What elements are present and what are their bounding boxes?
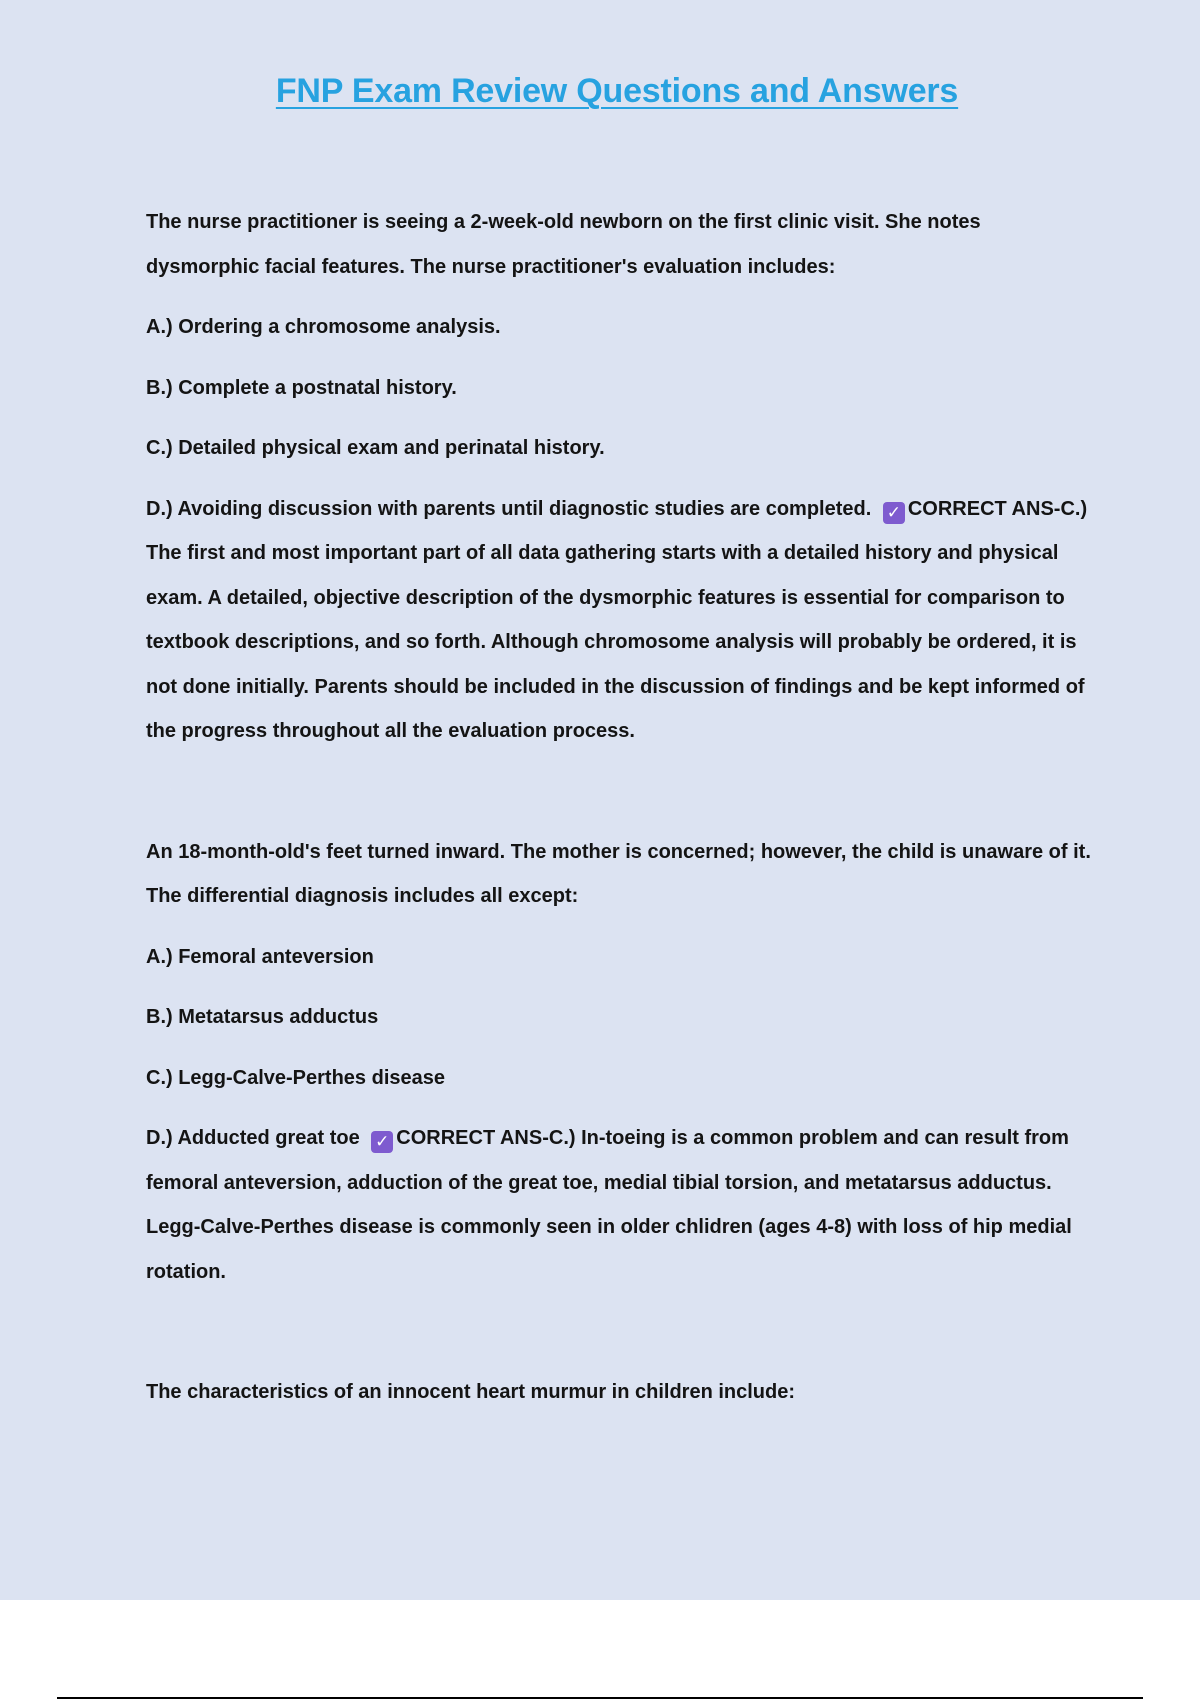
footer-divider xyxy=(57,1697,1143,1699)
question-stem: The characteristics of an innocent heart murmur in children include: xyxy=(146,1381,796,1403)
question-block-2 xyxy=(146,830,1096,1295)
check-box-icon: ✓ xyxy=(883,502,905,524)
option-d: D.) Avoiding discussion with parents until diagnostic studies are completed. xyxy=(146,497,872,520)
option-b: B.) Complete a postnatal history. xyxy=(146,376,457,399)
question-block-1 xyxy=(146,200,1096,754)
question-stem: The nurse practitioner is seeing a 2-week-old newborn on the first clinic visit. She notes dysmorphic facial features. The nurse practitioner's evaluation includes: xyxy=(146,211,981,278)
option-c: C.) Legg-Calve-Perthes disease xyxy=(146,1066,445,1089)
option-a: A.) Femoral anteversion xyxy=(146,945,374,968)
question-block-3 xyxy=(146,1370,1096,1415)
option-d: D.) Adducted great toe xyxy=(146,1127,360,1149)
page-title: FNP Exam Review Questions and Answers xyxy=(275,72,959,110)
question-stem: An 18-month-old's feet turned inward. The mother is concerned; however, the child is unaware of it. The differential diagnosis includes all except: xyxy=(146,840,1091,907)
correct-answer-text: CORRECT ANS-C.) The first and most important part of all data gathering starts with a detailed history and physical exam. A detailed, objective description of the dysmorphic features is essential for comparison to textbook descriptions, and so forth. Although chromosome analysis will probably be ordered, it is not done initially. Parents should be included in the discussion of findings and be kept informed of the progress throughout all the evaluation process. xyxy=(146,497,1088,742)
document-body xyxy=(146,200,1096,1415)
option-d-with-answer xyxy=(146,1116,1096,1294)
option-b: B.) Metatarsus adductus xyxy=(146,1006,379,1028)
check-box-icon: ✓ xyxy=(371,1131,393,1153)
option-a: A.) Ordering a chromosome analysis. xyxy=(146,316,501,338)
option-c: C.) Detailed physical exam and perinatal history. xyxy=(146,437,605,459)
correct-answer-text: CORRECT ANS-C.) In-toeing is a common problem and can result from femoral anteversion, adduction of the great toe, medial tibial torsion, and metatarsus adductus. Legg-Calve-Perthes disease is commonly seen in older chlidren (ages 4-8) with loss of hip medial rotation. xyxy=(146,1127,1072,1283)
option-d-with-answer xyxy=(146,487,1096,754)
